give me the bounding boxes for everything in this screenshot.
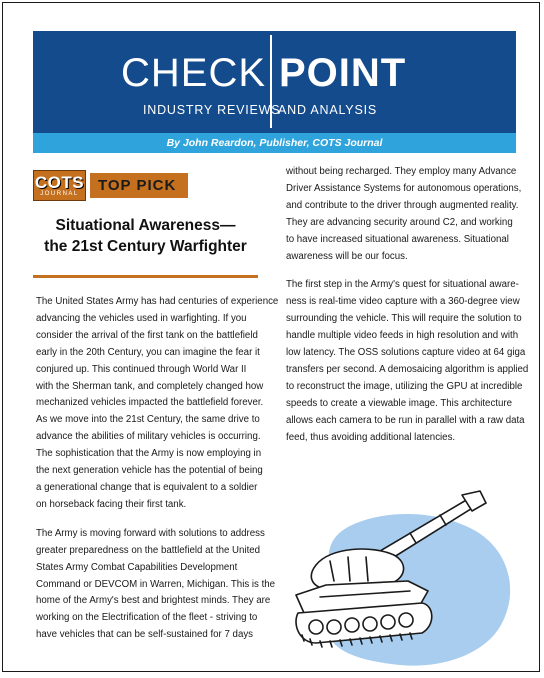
text-line: awareness will be our focus. <box>286 250 408 262</box>
article-title <box>33 215 258 257</box>
text-line: conjured up. This continued through World War II <box>36 363 247 375</box>
text-line: transfers per second. A demosaicing algorithm is applied <box>286 363 529 375</box>
banner-subtitle-left: INDUSTRY REVIEWS <box>143 103 281 117</box>
document-page <box>2 2 540 672</box>
tank-drawing <box>290 485 522 671</box>
text-line: speeds to create a viewable image. This architecture <box>286 397 512 409</box>
text-line: surrounding the vehicle. This will require the solution to <box>286 313 522 325</box>
text-line: The Army is moving forward with solutions to address <box>36 527 265 539</box>
text-line: mechanized vehicles impacted the battlefield forever. <box>36 397 264 409</box>
top-pick-label: TOP PICK <box>90 173 188 198</box>
text-line: consider the arrival of the first tank on the battlefield <box>36 329 258 341</box>
right-column <box>286 164 529 459</box>
text-line: working on the Electrification of the fleet - striving to <box>36 612 258 624</box>
text-line: ness is real-time video capture with a 360-degree view <box>286 296 520 308</box>
text-line: advancing the vehicles used in warfighting. If you <box>36 312 247 324</box>
byline-bar: By John Reardon, Publisher, COTS Journal <box>33 133 516 153</box>
text-line: a generational change that is equivalent to a soldier <box>36 481 258 493</box>
text-line: greater preparedness on the battlefield at the United <box>36 544 261 556</box>
text-line: early in the 20th Century, you can imagine the fear it <box>36 346 260 358</box>
text-line: advance the abilities of military vehicles is occurring. <box>36 431 261 443</box>
text-line: feed, thus avoiding additional latencies. <box>286 431 456 443</box>
text-line: As we move into the 21st Century, the same drive to <box>36 414 260 426</box>
banner-title-point: POINT <box>279 51 407 95</box>
text-line: allows each camera to be run in parallel with a raw data <box>286 414 525 426</box>
text-line: They are advancing security around C2, and working <box>286 216 513 228</box>
text-line: without being recharged. They employ many Advance <box>286 166 517 177</box>
text-line: The United States Army has had centuries of experience <box>36 296 279 307</box>
article-title-line-1: Situational Awareness— <box>55 217 236 234</box>
text-line: have vehicles that can be self-sustained for 7 days <box>36 629 254 641</box>
text-line: low latency. The OSS solutions capture video at 64 giga <box>286 347 526 359</box>
text-line: handle multiple video feeds in high resolution and with <box>286 330 519 342</box>
tank-illustration-icon <box>290 485 522 671</box>
text-line: Command or DEVCOM in Warren, Michigan. This is the <box>36 578 276 590</box>
cots-logo-word: COTS <box>34 172 85 192</box>
article-title-line-2: the 21st Century Warfighter <box>44 238 247 255</box>
text-line: the next generation vehicle has the potential of being <box>36 465 263 477</box>
banner-subtitle-right: AND ANALYSIS <box>278 103 377 117</box>
left-paragraph-1 <box>36 294 279 514</box>
text-line: on horseback facing their first tank. <box>36 498 187 510</box>
text-line: to reconstruct the image, utilizing the GPU at incredible <box>286 380 523 392</box>
checkpoint-banner <box>33 31 516 133</box>
right-paragraph-1 <box>286 164 524 265</box>
top-pick-badge <box>33 170 188 201</box>
cots-journal-logo <box>33 170 86 201</box>
title-underline <box>33 275 258 278</box>
text-line: States Army Combat Capabilities Development <box>36 561 238 573</box>
text-line: to have increased situational awareness. Situational <box>286 233 509 245</box>
cots-logo-sub: JOURNAL <box>40 190 79 197</box>
text-line: with the Sherman tank, and completely changed how <box>36 380 264 392</box>
text-line: and contribute to the driver through augmented reality. <box>286 199 519 211</box>
text-line: home of the Army's best and brightest minds. They are <box>36 595 271 607</box>
banner-title-check: CHECK <box>121 51 267 95</box>
text-line: The first step in the Army's quest for situational aware- <box>286 279 519 291</box>
left-paragraph-2 <box>36 526 276 644</box>
text-line: The sophistication that the Army is now employing in <box>36 448 262 460</box>
text-line: Driver Assistance Systems for autonomous operations, <box>286 182 522 194</box>
left-column <box>36 294 279 656</box>
right-paragraph-2 <box>286 277 529 446</box>
